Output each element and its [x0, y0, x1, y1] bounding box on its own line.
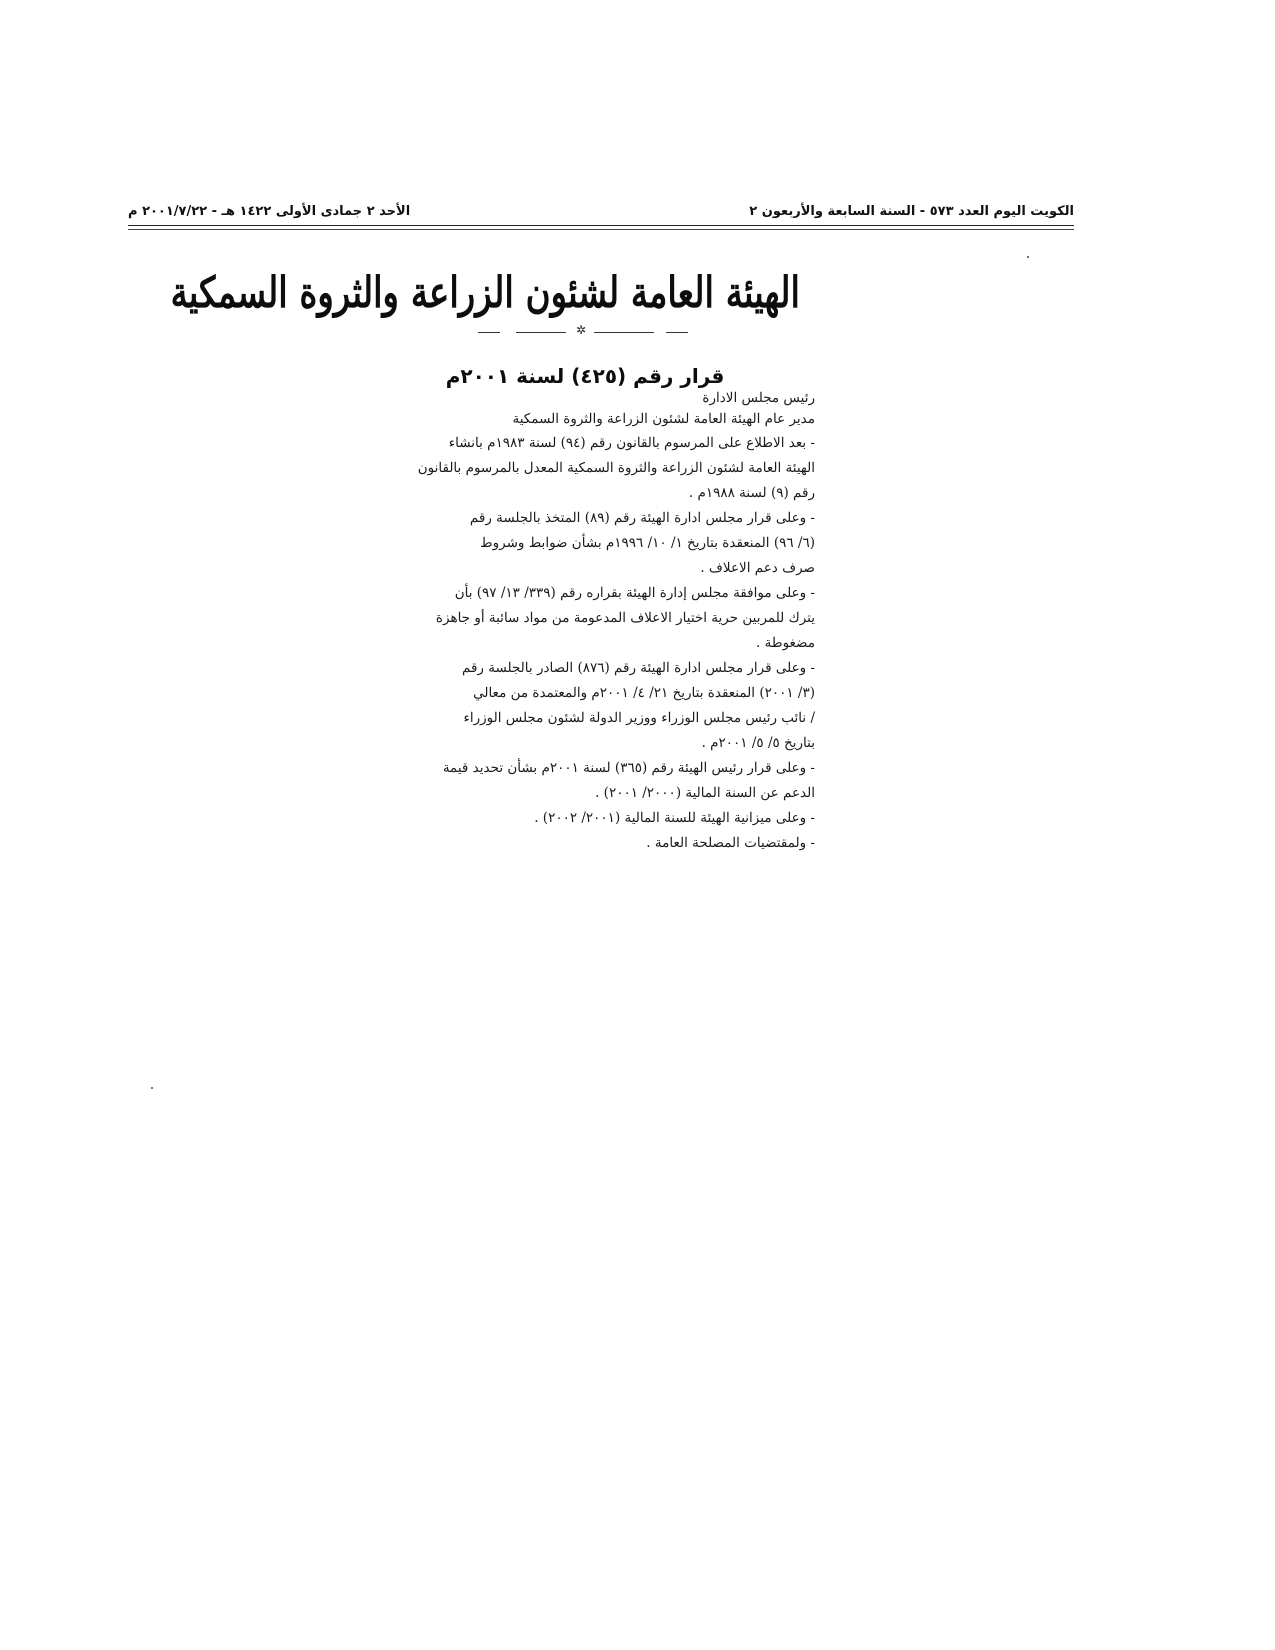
decree-line: مضغوطة .	[756, 635, 815, 651]
scan-speck	[1027, 256, 1029, 258]
decree-title: قرار رقم (٤٢٥) لسنة ٢٠٠١م	[445, 364, 725, 388]
decree-line: / نائب رئيس مجلس الوزراء ووزير الدولة لشئون مجلس الوزراء	[463, 710, 815, 726]
decree-line: - وعلى ميزانية الهيئة للسنة المالية (٢٠٠١/ ٢٠٠٢) .	[534, 810, 815, 826]
decree-line: - وعلى قرار رئيس الهيئة رقم (٣٦٥) لسنة ٢٠٠١م بشأن تحديد قيمة	[442, 760, 815, 776]
decree-line: - ولمقتضيات المصلحة العامة .	[646, 835, 815, 851]
decree-line: (٣/ ٢٠٠١) المنعقدة بتاريخ ٢١/ ٤/ ٢٠٠١م والمعتمدة من معالي	[473, 685, 815, 701]
decree-line: - بعد الاطلاع على المرسوم بالقانون رقم (٩٤) لسنة ١٩٨٣م بانشاء	[448, 435, 815, 451]
decree-line: الدعم عن السنة المالية (٢٠٠٠/ ٢٠٠١) .	[595, 785, 815, 801]
decree-line: - وعلى موافقة مجلس إدارة الهيئة بقراره رقم (٣٣٩/ ١٣/ ٩٧) بأن	[454, 585, 815, 601]
decree-line: مدير عام الهيئة العامة لشئون الزراعة والثروة السمكية	[512, 411, 815, 427]
header-rule	[128, 225, 1074, 226]
scan-speck	[151, 1087, 153, 1089]
header-date: الأحد ٢ جمادى الأولى ١٤٢٢ هـ - ٢٠٠١/٧/٢٢ م	[128, 204, 411, 219]
decree-line: رقم (٩) لسنة ١٩٨٨م .	[688, 485, 815, 501]
header-rule-thin	[128, 229, 1074, 230]
ornament-divider	[478, 323, 688, 340]
decree-line: - وعلى قرار مجلس ادارة الهيئة رقم (٨٧٦) الصادر بالجلسة رقم	[461, 660, 815, 676]
decree-line: الهيئة العامة لشئون الزراعة والثروة السمكية المعدل بالمرسوم بالقانون	[417, 460, 815, 476]
decree-line: يترك للمربين حرية اختيار الاعلاف المدعومة من مواد سائبة أو جاهزة	[435, 610, 815, 626]
decree-line: صرف دعم الاعلاف .	[700, 560, 815, 576]
ornament-star-icon: ✲	[576, 323, 587, 337]
decree-line: رئيس مجلس الادارة	[702, 390, 815, 406]
header-issue-info: الكويت اليوم العدد ٥٧٣ - السنة السابعة والأربعون ٢	[749, 204, 1074, 219]
decree-line: (٦/ ٩٦) المنعقدة بتاريخ ١/ ١٠/ ١٩٩٦م بشأن ضوابط وشروط	[480, 535, 815, 551]
decree-line: بتاريخ ٥/ ٥/ ٢٠٠١م .	[701, 735, 815, 751]
decree-line: - وعلى قرار مجلس ادارة الهيئة رقم (٨٩) المتخذ بالجلسة رقم	[469, 510, 815, 526]
gazette-header	[128, 202, 1074, 224]
authority-masthead: الهيئة العامة لشئون الزراعة والثروة السمكية	[170, 268, 800, 318]
